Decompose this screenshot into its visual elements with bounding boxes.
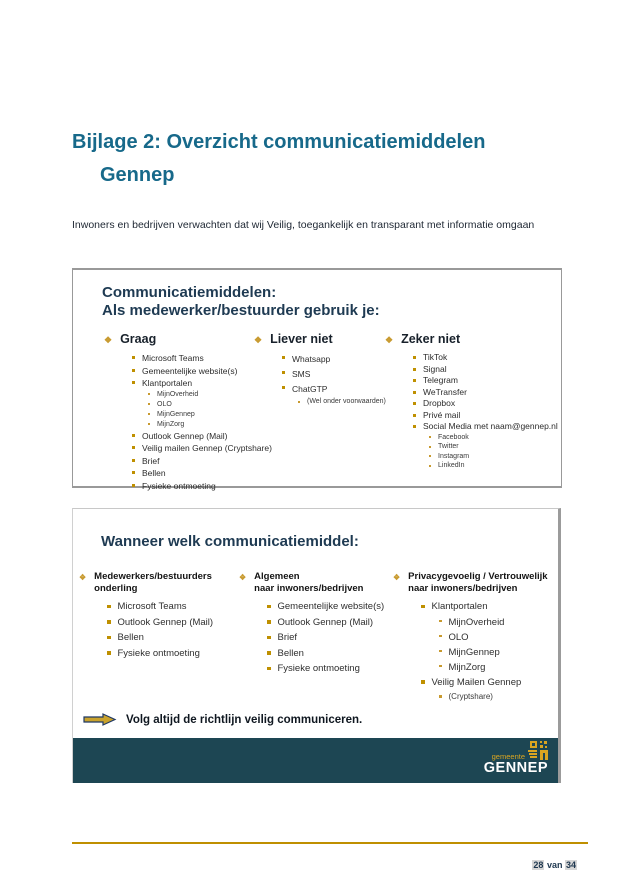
- list-item: [254, 397, 394, 407]
- column-medewerkers-list: [79, 599, 254, 661]
- square-bullet-icon: [413, 379, 416, 382]
- square-bullet-icon: [429, 446, 431, 448]
- square-bullet-icon: [107, 605, 111, 609]
- list-item: [393, 675, 561, 691]
- square-bullet-icon: [132, 434, 135, 437]
- list-item-label: Outlook Gennep (Mail): [117, 616, 214, 628]
- header-line2: naar inwoners/bedrijven: [254, 583, 364, 594]
- square-bullet-icon: [413, 391, 416, 394]
- column-zeker-niet-header: [385, 332, 560, 346]
- slide-wanneer-welk: [72, 508, 561, 783]
- list-item-label: OLO: [448, 631, 469, 643]
- square-bullet-icon: [267, 605, 271, 609]
- list-item-label: Klantportalen: [142, 378, 193, 388]
- column-graag-list: [104, 352, 274, 492]
- column-header-label: Zeker niet: [401, 332, 461, 346]
- list-item-label: (Wel onder voorwaarden): [307, 398, 386, 405]
- list-item: [385, 461, 560, 471]
- list-item-label: Bellen: [142, 468, 166, 478]
- page-title-line2: Gennep: [100, 164, 175, 186]
- list-item-label: Brief: [277, 632, 298, 643]
- list-item-label: MijnOverheid: [448, 616, 505, 628]
- list-item-label: Brief: [142, 455, 160, 466]
- diamond-bullet-icon: ❖: [385, 335, 394, 345]
- square-bullet-icon: [107, 620, 111, 624]
- list-item: [385, 364, 560, 376]
- column-algemeen-header: [239, 571, 404, 595]
- slide-footer-bar: [73, 738, 558, 783]
- list-item: [385, 452, 560, 462]
- square-bullet-icon: [107, 636, 111, 640]
- list-item: [385, 387, 560, 399]
- column-liever-niet-list: [254, 352, 394, 407]
- list-item-label: Telegram: [423, 375, 458, 385]
- column-header-label: Graag: [120, 332, 157, 346]
- list-item-label: MijnZorg: [448, 661, 486, 673]
- logo-gennep-label: GENNEP: [483, 760, 548, 776]
- list-item-label: Gemeentelijke website(s): [277, 601, 385, 612]
- square-bullet-icon: [282, 371, 285, 374]
- list-item: [104, 390, 274, 400]
- list-item: [79, 615, 254, 631]
- list-item: [104, 467, 274, 480]
- square-bullet-icon: [132, 484, 135, 487]
- list-item: [385, 375, 560, 387]
- diamond-bullet-icon: ❖: [79, 573, 87, 582]
- list-item-label: Outlook Gennep (Mail): [277, 616, 374, 628]
- square-bullet-icon: [413, 402, 416, 405]
- list-item-label: OLO: [157, 400, 172, 408]
- square-bullet-icon: [132, 369, 135, 372]
- list-item: [239, 615, 404, 631]
- intro-text: Inwoners en bedrijven verwachten dat wij Veilig, toegankelijk en transparant met informatie omgaan: [72, 219, 535, 231]
- list-item: [385, 421, 560, 433]
- list-item: [385, 352, 560, 364]
- diamond-bullet-icon: ❖: [254, 335, 263, 345]
- list-item: [254, 367, 394, 382]
- square-bullet-icon: [267, 651, 271, 655]
- list-item: [104, 410, 274, 420]
- diamond-bullet-icon: ❖: [104, 335, 113, 345]
- right-arrow-icon: [83, 713, 117, 726]
- list-item: [385, 442, 560, 452]
- list-item: [385, 410, 560, 422]
- list-item: [104, 365, 274, 378]
- square-bullet-icon: [298, 401, 300, 403]
- list-item-label: Microsoft Teams: [142, 353, 204, 363]
- square-bullet-icon: [132, 381, 135, 384]
- list-item: [393, 599, 561, 615]
- list-item-label: MijnOverheid: [157, 390, 199, 398]
- square-bullet-icon: [267, 620, 271, 624]
- list-item-label: Bellen: [277, 647, 304, 659]
- list-item: [104, 430, 274, 443]
- list-item-label: ChatGTP: [292, 384, 328, 394]
- square-bullet-icon: [429, 465, 431, 467]
- slide1-title-line1: Communicatiemiddelen:: [102, 284, 277, 301]
- slide-communicatiemiddelen: [72, 268, 562, 491]
- list-item-label: Whatsapp: [292, 354, 331, 364]
- list-item: [393, 615, 561, 630]
- list-item: [104, 400, 274, 410]
- list-item-label: MijnGennep: [448, 646, 500, 658]
- column-medewerkers-onderling: [79, 571, 254, 661]
- list-item: [393, 645, 561, 660]
- square-bullet-icon: [148, 393, 150, 395]
- square-bullet-icon: [132, 356, 135, 359]
- list-item-label: Facebook: [438, 433, 469, 441]
- header-line2: naar inwoners/bedrijven: [408, 583, 518, 594]
- list-item-label: Microsoft Teams: [117, 601, 187, 612]
- list-item: [393, 630, 561, 645]
- column-liever-niet: [254, 332, 394, 407]
- list-item: [239, 630, 404, 646]
- header-line2: onderling: [94, 583, 138, 594]
- list-item-label: Instagram: [438, 452, 470, 460]
- list-item: [104, 480, 274, 493]
- list-item-label: LinkedIn: [438, 462, 465, 469]
- list-item: [104, 442, 274, 455]
- list-item-label: Outlook Gennep (Mail): [142, 430, 228, 441]
- slide1-title-line2: Als medewerker/bestuurder gebruik je:: [102, 302, 380, 319]
- list-item-label: Klantportalen: [431, 601, 488, 612]
- square-bullet-icon: [439, 650, 442, 653]
- list-item: [385, 398, 560, 410]
- list-item: [254, 382, 394, 397]
- slide1-title: [102, 284, 380, 320]
- column-header-label: Liever niet: [270, 332, 333, 346]
- page-title-line1: Bijlage 2: Overzicht communicatiemiddelen: [72, 131, 486, 153]
- square-bullet-icon: [439, 635, 442, 638]
- column-graag-header: [104, 332, 274, 346]
- page-number-separator: van: [546, 860, 563, 870]
- list-item-label: Twitter: [438, 443, 459, 450]
- page-number-current: 28: [533, 860, 544, 870]
- list-item-label: Bellen: [117, 632, 144, 643]
- list-item: [393, 690, 561, 704]
- page-number-total: 34: [565, 860, 576, 870]
- column-header-label: [94, 571, 212, 595]
- list-item-label: Fysieke ontmoeting: [277, 663, 360, 674]
- list-item-label: Signal: [423, 363, 447, 374]
- square-bullet-icon: [282, 356, 285, 359]
- list-item: [79, 646, 254, 662]
- list-item-label: Dropbox: [423, 398, 456, 408]
- square-bullet-icon: [413, 414, 416, 417]
- list-item-label: Veilig Mailen Gennep: [431, 676, 522, 688]
- square-bullet-icon: [132, 459, 135, 462]
- column-zeker-niet-list: [385, 352, 560, 471]
- logo-gemeente-label: gemeente: [491, 752, 525, 761]
- column-liever-niet-header: [254, 332, 394, 346]
- square-bullet-icon: [421, 680, 425, 684]
- square-bullet-icon: [148, 423, 150, 425]
- square-bullet-icon: [439, 620, 442, 623]
- page-number: [532, 860, 577, 870]
- list-item: [239, 599, 404, 615]
- list-item-label: Fysieke ontmoeting: [117, 647, 200, 659]
- square-bullet-icon: [429, 436, 431, 438]
- square-bullet-icon: [413, 356, 416, 359]
- list-item: [393, 660, 561, 675]
- list-item: [104, 352, 274, 365]
- square-bullet-icon: [148, 413, 150, 415]
- list-item-label: Fysieke ontmoeting: [142, 480, 216, 491]
- square-bullet-icon: [282, 386, 285, 389]
- column-algemeen: [239, 571, 404, 677]
- square-bullet-icon: [132, 471, 135, 474]
- column-header-label: [408, 571, 547, 595]
- gennep-logo: [484, 741, 548, 775]
- header-line1: Algemeen: [254, 571, 300, 582]
- list-item: [254, 352, 394, 367]
- list-item: [385, 433, 560, 443]
- square-bullet-icon: [267, 636, 271, 640]
- list-item: [104, 377, 274, 390]
- square-bullet-icon: [421, 605, 425, 609]
- column-privacygevoelig: [393, 571, 561, 704]
- square-bullet-icon: [267, 667, 271, 671]
- square-bullet-icon: [107, 651, 111, 655]
- list-item-label: MijnGennep: [157, 410, 195, 418]
- list-item-label: (Cryptshare): [448, 692, 493, 701]
- safety-note: [83, 713, 362, 726]
- square-bullet-icon: [132, 446, 135, 449]
- list-item-label: TikTok: [423, 352, 448, 362]
- slide2-title: Wanneer welk communicatiemiddel:: [101, 533, 359, 550]
- list-item: [239, 646, 404, 662]
- square-bullet-icon: [413, 368, 416, 371]
- square-bullet-icon: [148, 403, 150, 405]
- list-item: [104, 420, 274, 430]
- column-privacygevoelig-list: [393, 599, 561, 704]
- column-medewerkers-header: [79, 571, 254, 595]
- list-item: [104, 455, 274, 468]
- list-item-label: Social Media met naam@gennep.nl: [423, 421, 558, 431]
- header-line1: Privacygevoelig / Vertrouwelijk: [408, 571, 548, 582]
- header-line1: Medewerkers/bestuurders: [94, 571, 212, 582]
- square-bullet-icon: [413, 425, 416, 428]
- column-algemeen-list: [239, 599, 404, 677]
- column-zeker-niet: [385, 332, 560, 471]
- list-item: [79, 599, 254, 615]
- list-item-label: MijnZorg: [157, 420, 185, 428]
- list-item: [239, 661, 404, 677]
- list-item-label: Veilig mailen Gennep (Cryptshare): [142, 443, 272, 453]
- safety-note-text: Volg altijd de richtlijn veilig communiceren.: [126, 713, 363, 726]
- square-bullet-icon: [439, 695, 442, 698]
- list-item: [79, 630, 254, 646]
- column-privacygevoelig-header: [393, 571, 561, 595]
- gennep-pixel-logo-icon: [528, 741, 548, 762]
- list-item-label: WeTransfer: [423, 386, 467, 397]
- list-item-label: Privé mail: [423, 409, 461, 420]
- square-bullet-icon: [429, 455, 431, 457]
- square-bullet-icon: [439, 665, 442, 668]
- footer-rule: [72, 842, 588, 844]
- diamond-bullet-icon: ❖: [393, 573, 401, 582]
- diamond-bullet-icon: ❖: [239, 573, 247, 582]
- column-header-label: [254, 571, 363, 595]
- column-graag: [104, 332, 274, 492]
- list-item-label: Gemeentelijke website(s): [142, 365, 238, 376]
- list-item-label: SMS: [292, 369, 311, 379]
